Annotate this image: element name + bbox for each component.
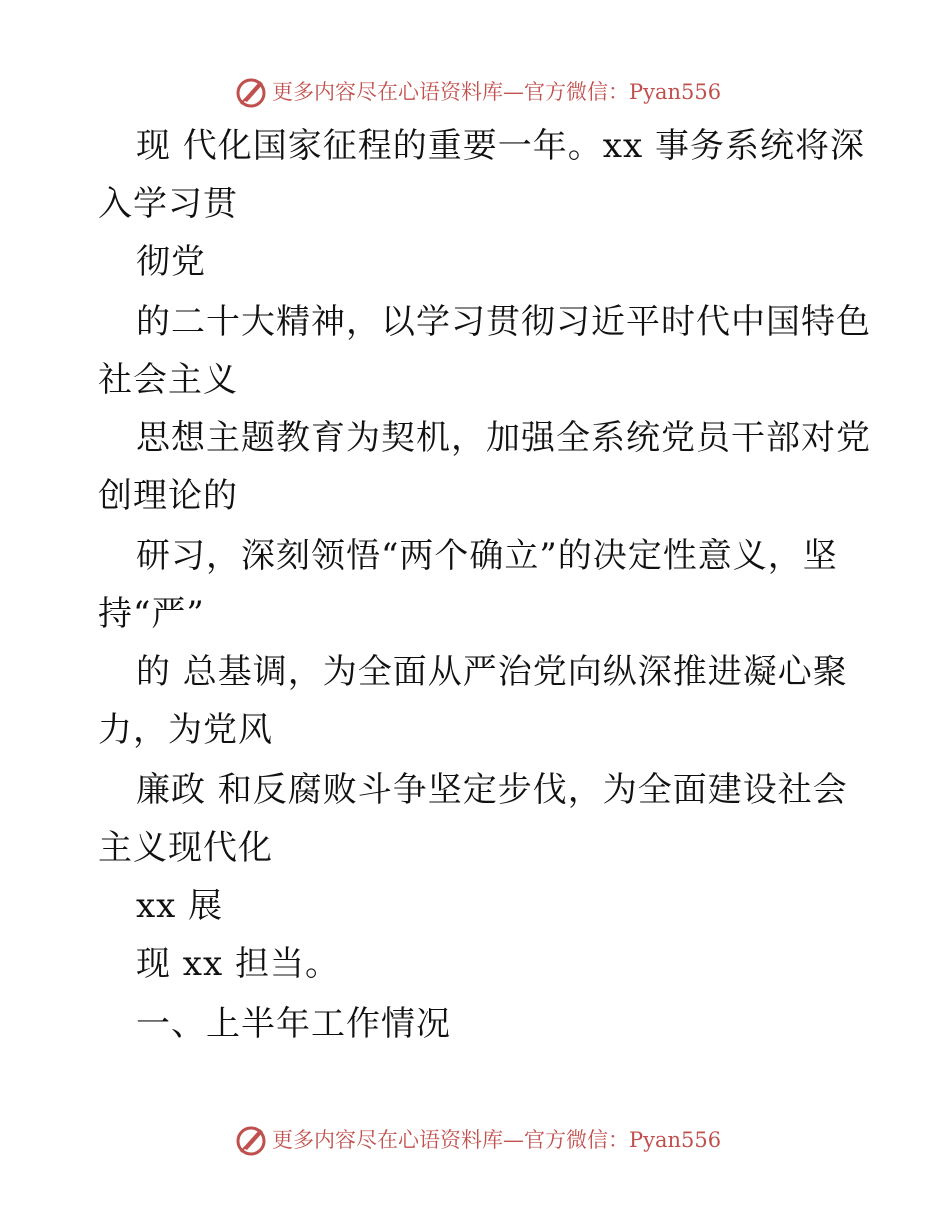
body-line: 现 代化国家征程的重要一年。xx 事务系统将深 [136,126,865,166]
body-line: 现 xx 担当。 [136,944,340,984]
body-line: xx 展 [136,886,224,926]
body-line: 思想主题教育为契机，加强全系统党员干部对党 [136,418,871,458]
body-line: 社会主义 [98,360,238,400]
body-line: 研习，深刻领悟“两个确立”的决定性意义，坚 [136,536,838,576]
quill-logo-icon [233,74,269,110]
footer-watermark-banner [0,1120,950,1160]
section-heading: 一、上半年工作情况 [136,1004,451,1044]
body-line: 彻党 [136,242,206,282]
quill-logo-icon [233,1122,269,1158]
header-watermark-text: 更多内容尽在心语资料库—官方微信：Pyan556 [272,80,722,104]
body-line: 的 总基调，为全面从严治党向纵深推进凝心聚 [136,652,848,692]
header-watermark-banner [0,72,950,112]
body-line: 入学习贯 [98,184,238,224]
body-line: 创理论的 [98,476,238,516]
body-line: 力，为党风 [98,710,273,750]
body-line: 持“严” [98,594,205,634]
body-line: 的二十大精神，以学习贯彻习近平时代中国特色 [136,302,871,342]
body-line: 主义现代化 [98,828,273,868]
footer-watermark-text: 更多内容尽在心语资料库—官方微信：Pyan556 [272,1128,722,1152]
body-line: 廉政 和反腐败斗争坚定步伐，为全面建设社会 [136,770,848,810]
